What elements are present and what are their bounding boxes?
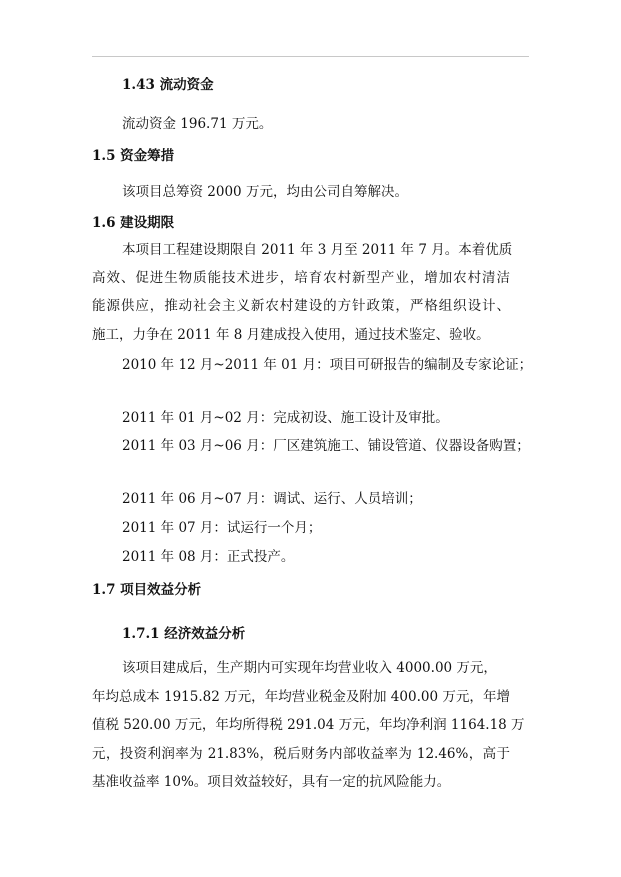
paragraph-line: 本项目工程建设期限自 2011 年 3 月至 2011 年 7 月。本着优质 [122, 242, 513, 258]
paragraph-line: 流动资金 196.71 万元。 [122, 116, 273, 132]
paragraph-line: 高效、促进生物质能技术进步，培育农村新型产业，增加农村清洁 [92, 270, 510, 286]
paragraph-line: 基准收益率 10%。项目效益较好，具有一定的抗风险能力。 [92, 774, 451, 790]
paragraph-line: 元，投资利润率为 21.83%，税后财务内部收益率为 12.46%，高于 [92, 746, 510, 762]
header-rule [92, 56, 529, 57]
heading-1-4-3: 1.43 流动资金 [122, 77, 214, 93]
paragraph-line: 值税 520.00 万元，年均所得税 291.04 万元，年均净利润 1164.18 万 [92, 717, 525, 733]
schedule-item: 2011 年 07 月：试运行一个月； [122, 520, 322, 536]
schedule-item: 2010 年 12 月~2011 年 01 月：项目可研报告的编制及专家论证； [122, 357, 533, 373]
paragraph-line: 该项目总筹资 2000 万元，均由公司自筹解决。 [122, 184, 408, 200]
heading-1-5: 1.5 资金筹措 [92, 148, 175, 164]
schedule-item: 2011 年 06 月~07 月：调试、运行、人员培训； [122, 491, 422, 507]
paragraph-line: 年均总成本 1915.82 万元，年均营业税金及附加 400.00 万元，年增 [92, 689, 510, 705]
paragraph-line: 施工，力争在 2011 年 8 月建成投入使用，通过技术鉴定、验收。 [92, 327, 490, 343]
schedule-item: 2011 年 03 月~06 月：厂区建筑施工、铺设管道、仪器设备购置； [122, 438, 530, 454]
schedule-item: 2011 年 01 月~02 月：完成初设、施工设计及审批。 [122, 410, 449, 426]
heading-1-7: 1.7 项目效益分析 [92, 582, 202, 598]
heading-1-7-1: 1.7.1 经济效益分析 [122, 626, 246, 642]
paragraph-line: 该项目建成后，生产期内可实现年均营业收入 4000.00 万元， [122, 660, 497, 676]
paragraph-line: 能源供应，推动社会主义新农村建设的方针政策，严格组织设计、 [92, 298, 510, 314]
heading-1-6: 1.6 建设期限 [92, 215, 175, 231]
schedule-item: 2011 年 08 月：正式投产。 [122, 549, 295, 565]
